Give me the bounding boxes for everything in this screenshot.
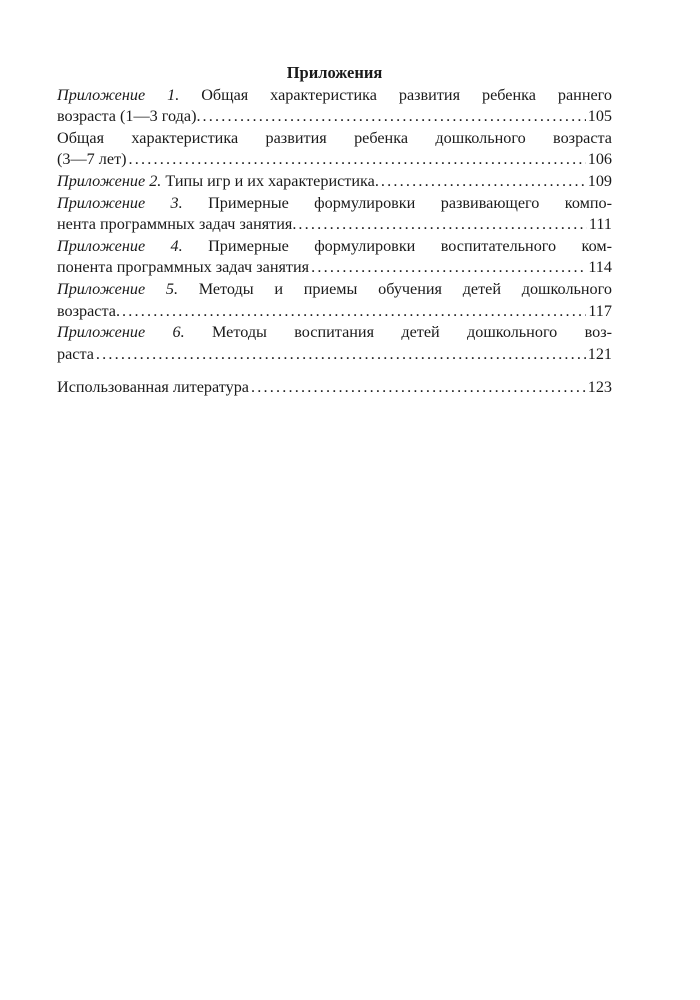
page-number: 105 [587,107,612,126]
toc-entry-first-line [57,193,612,215]
dot-leader [251,377,586,399]
toc-leader-line [57,106,612,128]
toc-entry-references[interactable] [57,377,612,399]
toc-entry-appendix-3[interactable] [57,193,612,236]
toc-leader-line [57,344,612,366]
toc-entry-appendix-6[interactable] [57,322,612,365]
toc-entry-appendix-2[interactable] [57,171,612,193]
dot-leader [129,149,586,171]
appendix-label: Приложение 6. [57,323,185,342]
table-of-contents [57,62,612,399]
entry-title-part: раста [57,344,94,363]
page-number: 114 [588,258,612,277]
page-number: 123 [587,378,612,397]
toc-entry-first-line [57,279,612,301]
appendix-label: Приложение 2. [57,171,162,190]
entry-title-part: возраста. [57,301,120,320]
appendix-label: Приложение 1. [57,85,180,104]
appendix-label: Приложение 4. [57,236,183,255]
toc-entry-first-line [57,322,612,344]
dot-leader [96,344,586,366]
dot-leader [311,257,586,279]
entry-title-part: Типы игр и их характеристика. [161,171,379,190]
page-number: 117 [588,301,612,320]
dot-leader [122,301,586,323]
toc-leader-line [57,171,612,193]
toc-entry-appendix-4[interactable] [57,236,612,279]
entry-title-part: Примерные формулировки развивающего компо- [182,193,612,212]
dot-leader [381,171,586,193]
entry-title-part: Методы воспитания детей дошкольного воз- [184,323,613,342]
appendix-label: Приложение 3. [57,193,183,212]
entry-title-part: (3—7 лет) [57,150,127,169]
toc-entry-text [57,171,379,193]
toc-entry-first-line [57,236,612,258]
page-number: 121 [587,344,612,363]
dot-leader [203,106,586,128]
entry-title-part: Примерные формулировки воспитательного ком- [182,236,612,255]
toc-entry-preschool-development[interactable] [57,128,612,171]
toc-leader-line [57,377,612,399]
references-label: Использованная литература [57,378,249,397]
toc-leader-line [57,257,612,279]
toc-entry-first-line [57,128,612,150]
toc-leader-line [57,214,612,236]
page-number: 106 [587,150,612,169]
entry-title-part: Общая характеристика развития ребенка дошкольного возраста [57,128,612,147]
section-title: Приложения [286,63,383,82]
entry-title-part: нента программных задач занятия. [57,215,297,234]
page-number: 109 [587,171,612,190]
toc-entry-first-line [57,85,612,107]
toc-leader-line [57,301,612,323]
toc-leader-line [57,149,612,171]
page-number: 111 [588,215,612,234]
entry-title-part: Методы и приемы обучения детей дошкольного [178,279,612,298]
dot-leader [298,214,587,236]
toc-entry-appendix-1[interactable] [57,85,612,128]
appendix-label: Приложение 5. [57,279,178,298]
entry-title-part: возраста (1—3 года). [57,107,201,126]
entry-title-part: Общая характеристика развития ребенка раннего [179,85,612,104]
toc-entry-appendix-5[interactable] [57,279,612,322]
entry-title-part: понента программных задач занятия [57,258,310,277]
